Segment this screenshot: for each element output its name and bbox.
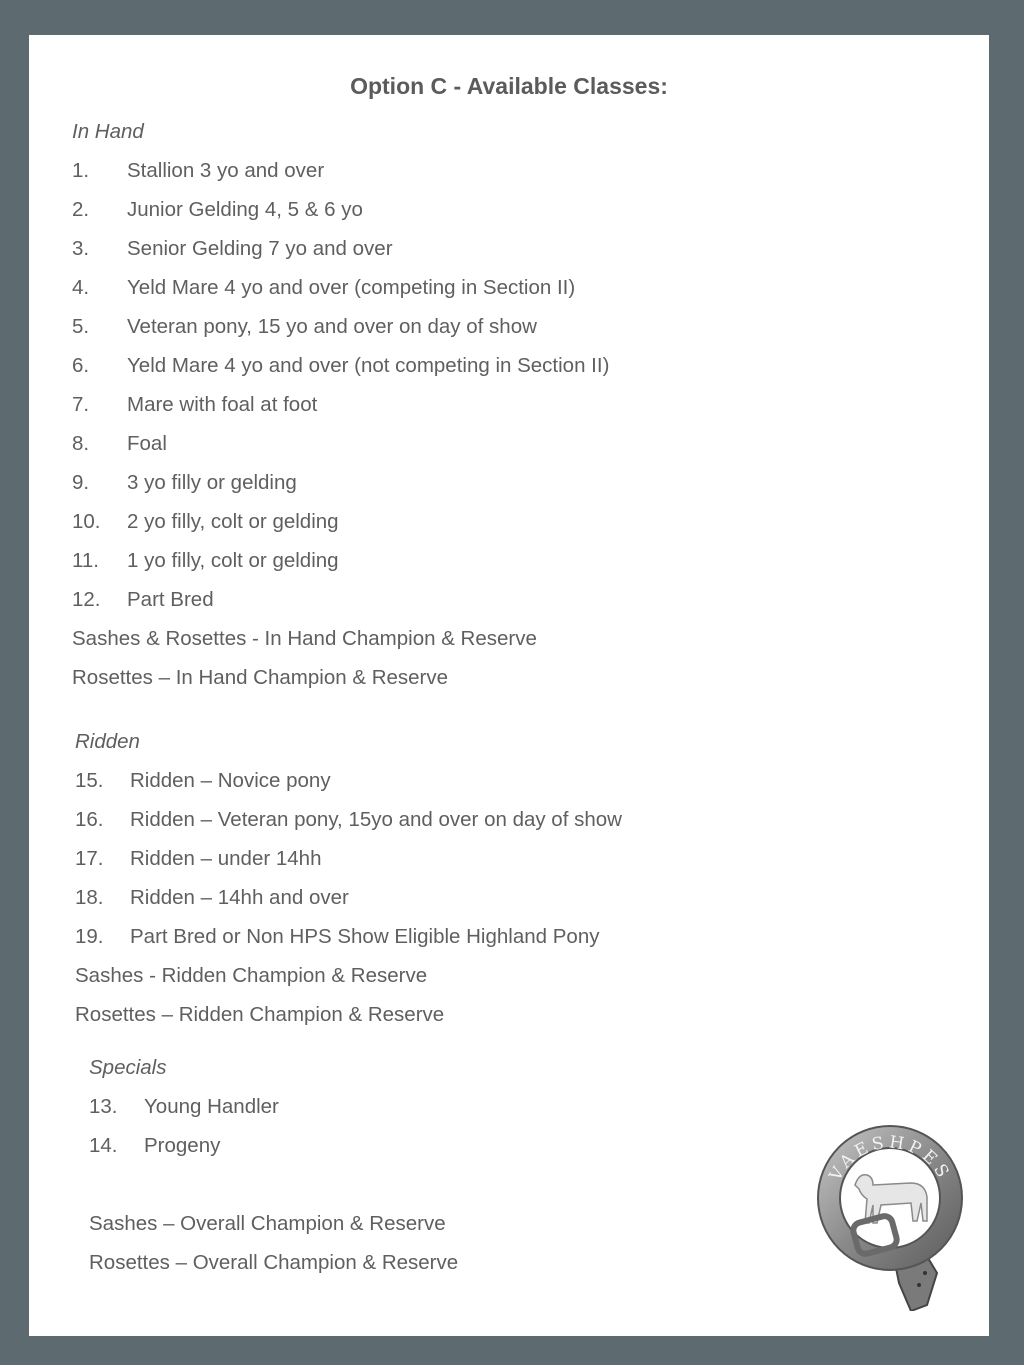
class-item [72,541,609,580]
class-number: 2. [72,198,90,221]
class-item [72,580,609,619]
class-number: 8. [72,432,90,455]
class-label: 2 yo filly, colt or gelding [127,510,339,533]
class-item [72,307,609,346]
specials-heading: Specials [89,1056,167,1079]
class-label: Yeld Mare 4 yo and over (not competing in Section II) [127,354,610,377]
class-label: Ridden – Novice pony [130,769,331,792]
class-number: 3. [72,237,90,260]
class-item [75,839,622,878]
in-hand-sashes: Sashes & Rosettes - In Hand Champion & Reserve [72,627,537,650]
class-item [72,463,609,502]
class-item [89,1087,458,1126]
ridden-section [75,722,622,1034]
class-number: 5. [72,315,90,338]
class-item [75,917,622,956]
class-item [72,268,609,307]
class-item [75,878,622,917]
page-title: Option C - Available Classes: [350,73,668,99]
document-page [29,35,989,1336]
class-number: 4. [72,276,90,299]
ridden-rosettes: Rosettes – Ridden Champion & Reserve [75,1003,445,1026]
class-item [72,424,609,463]
class-label: 1 yo filly, colt or gelding [127,549,339,572]
ridden-sashes: Sashes - Ridden Champion & Reserve [75,964,428,987]
specials-class-list [89,1087,458,1165]
class-number: 7. [72,393,90,416]
class-label: Foal [127,432,167,455]
class-item [89,1126,458,1165]
class-number: 17. [75,847,104,870]
society-crest-logo [815,1123,965,1311]
class-label: Ridden – under 14hh [130,847,322,870]
class-number: 15. [75,769,104,792]
class-label: Veteran pony, 15 yo and over on day of show [127,315,537,338]
class-number: 6. [72,354,90,377]
class-number: 18. [75,886,104,909]
class-number: 10. [72,510,101,533]
class-item [72,229,609,268]
ridden-heading: Ridden [75,730,140,753]
class-label: Ridden – 14hh and over [130,886,349,909]
in-hand-section [72,112,609,697]
class-number: 14. [89,1134,118,1157]
class-number: 1. [72,159,90,182]
specials-section [89,1048,458,1282]
class-label: Junior Gelding 4, 5 & 6 yo [127,198,363,221]
class-label: Part Bred or Non HPS Show Eligible Highland Pony [130,925,600,948]
class-item [72,502,609,541]
class-number: 11. [72,549,99,572]
in-hand-heading: In Hand [72,120,144,143]
class-label: Mare with foal at foot [127,393,318,416]
class-item [72,346,609,385]
class-number: 19. [75,925,104,948]
class-label: Part Bred [127,588,214,611]
class-item [72,385,609,424]
class-number: 13. [89,1095,118,1118]
in-hand-rosettes: Rosettes – In Hand Champion & Reserve [72,666,449,689]
class-label: Stallion 3 yo and over [127,159,325,182]
class-label: Yeld Mare 4 yo and over (competing in Section II) [127,276,576,299]
specials-rosettes: Rosettes – Overall Champion & Reserve [89,1251,459,1274]
class-item [75,800,622,839]
class-number: 9. [72,471,90,494]
class-item [72,190,609,229]
class-label: Progeny [144,1134,221,1157]
class-label: 3 yo filly or gelding [127,471,297,494]
crest-motto: VAESHPES [825,1132,955,1185]
class-label: Ridden – Veteran pony, 15yo and over on day of show [130,808,622,831]
class-item [72,151,609,190]
class-item [75,761,622,800]
ridden-class-list [75,761,622,956]
class-label: Senior Gelding 7 yo and over [127,237,393,260]
specials-sashes: Sashes – Overall Champion & Reserve [89,1212,446,1235]
in-hand-class-list [72,151,609,619]
class-number: 16. [75,808,104,831]
class-number: 12. [72,588,101,611]
class-label: Young Handler [144,1095,279,1118]
